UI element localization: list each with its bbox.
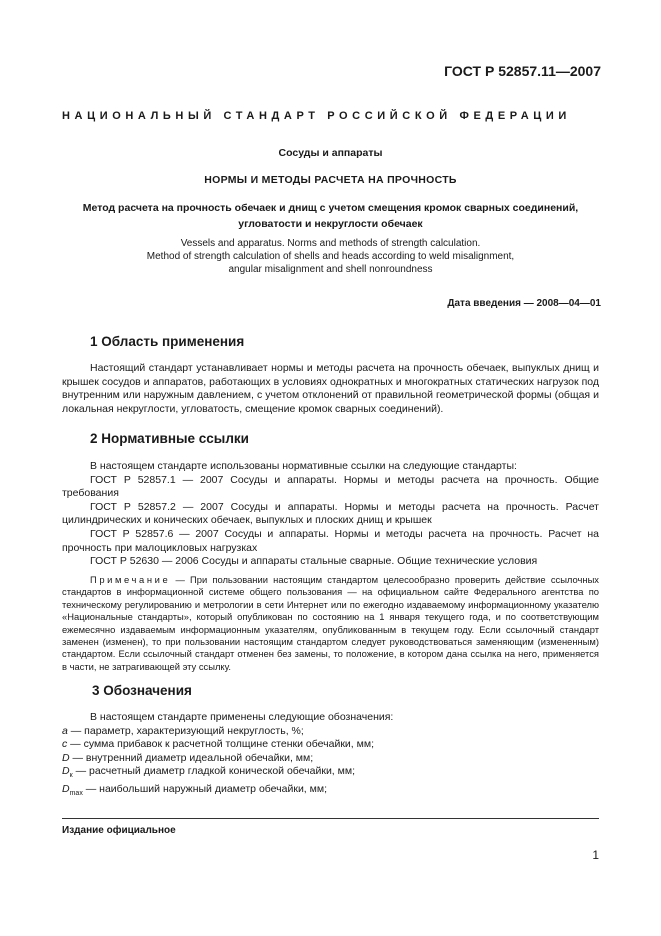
date-of-introduction: Дата введения — 2008—04—01 [447, 298, 601, 309]
notation-desc: — параметр, характеризующий некруглость, %; [67, 724, 304, 737]
reference-item: ГОСТ Р 52857.2 — 2007 Сосуды и аппараты. Нормы и методы расчета на прочность. Расчет цилиндрических и конических обечаек, выпуклых и плоских днищ и крышек [62, 500, 599, 527]
notations-intro: В настоящем стандарте применены следующие обозначения: [90, 711, 394, 723]
notation-item [62, 738, 599, 752]
section-1-paragraph: Настоящий стандарт устанавливает нормы и методы расчета на прочность обечаек, выпуклых днищ и крышек сосудов и аппаратов, работающих в условиях однократных и многократных статических нагрузок под внутренним или наружным давлением, с учетом отклонений от правильной геометрической формы (общая и локальная некруглости, угловатость, смещение кромок сварных соединений). [62, 362, 599, 415]
title-line-3b: угловатости и некруглости обечаек [238, 218, 423, 230]
reference-item: ГОСТ Р 52857.6 — 2007 Сосуды и аппараты. Нормы и методы расчета на прочность. Расчет на прочность при малоцикловых нагрузках [62, 527, 599, 554]
official-edition-label: Издание официальное [62, 825, 176, 836]
notation-symbol: a [62, 724, 68, 737]
notation-item [62, 752, 599, 766]
notation-item [62, 765, 599, 783]
notation-symbol: c [62, 738, 68, 751]
references-list [62, 460, 599, 569]
note-block [62, 574, 599, 673]
notation-subscript: max [69, 790, 83, 798]
english-title-1: Vessels and apparatus. Norms and methods of strength calculation. [180, 238, 481, 249]
notation-desc: — наибольший наружный диаметр обечайки, мм; [82, 783, 327, 796]
title-line-3a: Метод расчета на прочность обечаек и днищ с учетом смещения кромок сварных соединений, [82, 202, 579, 214]
note-text: — При пользовании настоящим стандартом целесообразно проверить действие ссылочных стандартов в информационной системе общего пользования — на официальном сайте Федерального агентства по техническому регулированию и метрологии в сети Интернет или по ежегодно издаваемому информационному указателю «Национальные стандарты», который опубликован по состоянию на 1 января текущего года, и по соответствующим ежемесячно издаваемым информационным указателям, опубликованным в текущем году. Если ссылочный стандарт заменен (изменен), то при пользовании настоящим стандартом следует руководствоваться заменяющим (измененным) стандартом. Если ссылочный стандарт отменен без замены, то положение, в котором дана ссылка на него, применяется в части, не затрагивающей эту ссылку. [62, 574, 599, 672]
notation-item [62, 783, 599, 801]
title-line-2: НОРМЫ И МЕТОДЫ РАСЧЕТА НА ПРОЧНОСТЬ [204, 174, 457, 186]
notation-desc: — сумма прибавок к расчетной толщине стенки обечайки, мм; [67, 738, 374, 751]
notation-desc: — внутренний диаметр идеальной обечайки, мм; [69, 751, 314, 764]
footer-divider [62, 818, 599, 819]
references-intro: В настоящем стандарте использованы нормативные ссылки на следующие стандарты: [90, 460, 517, 472]
national-standard-banner: НАЦИОНАЛЬНЫЙ СТАНДАРТ РОССИЙСКОЙ ФЕДЕРАЦИИ [62, 110, 571, 122]
english-title-3: angular misalignment and shell nonroundness [228, 264, 433, 275]
notations-list [62, 711, 599, 801]
notation-desc: — расчетный диаметр гладкой конической обечайки, мм; [72, 765, 355, 778]
reference-item: ГОСТ Р 52857.1 — 2007 Сосуды и аппараты. Нормы и методы расчета на прочность. Общие требования [62, 473, 599, 500]
notation-item [62, 725, 599, 739]
notation-symbol: D [62, 783, 70, 796]
section-2-heading: 2 Нормативные ссылки [90, 431, 249, 446]
section-1-heading: 1 Область применения [90, 334, 245, 349]
document-code: ГОСТ Р 52857.11—2007 [444, 63, 601, 79]
page-number: 1 [592, 848, 599, 862]
english-title [40, 237, 621, 276]
title-line-3 [40, 200, 621, 232]
reference-item: ГОСТ Р 52630 — 2006 Сосуды и аппараты стальные сварные. Общие технические условия [90, 555, 538, 568]
note-label: Примечание [90, 574, 171, 585]
section-1-text [62, 362, 599, 416]
notation-symbol: D [62, 751, 70, 764]
section-3-heading: 3 Обозначения [92, 683, 192, 698]
notation-symbol: D [62, 765, 70, 778]
english-title-2: Method of strength calculation of shells and heads according to weld misalignment, [146, 251, 515, 262]
title-line-1: Сосуды и аппараты [278, 147, 383, 159]
notation-subscript: к [69, 772, 73, 780]
